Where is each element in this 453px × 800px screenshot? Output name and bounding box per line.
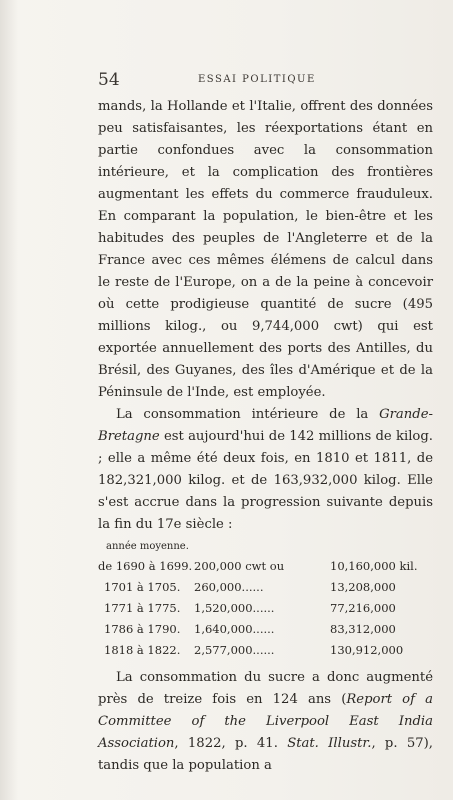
paragraph-3-mid: , 1822, p. 41.: [174, 736, 288, 751]
table-cell-years: de 1690 à 1699.: [98, 559, 193, 573]
table-cell-years: 1786 à 1790.: [104, 622, 181, 636]
sugar-consumption-table: [98, 540, 433, 661]
table-cell-kil: 13,208,000: [330, 580, 396, 594]
table-row: [98, 556, 433, 577]
paragraph-2-end: est aujourd'hui de 142 millions de kilog. ; elle a même été deux fois, en 1810 et 1811, de 182,321,000 kilog. et de 163,932,000 kilog. Elle s'est accrue dans la progression suivante depuis la fin du 17e siècle :: [98, 429, 433, 532]
table-row: [98, 598, 433, 619]
paragraph-1: mands, la Hollande et l'Italie, offrent des données peu satisfaisantes, les réexportations étant en partie confondues avec la consommation intérieure, et la complication des frontières augmentant les effets du commerce frauduleux. En comparant la population, le bien-être et les habitudes des peuples de l'Angleterre et de la France avec ces mêmes élémens de calcul dans le reste de l'Europe, on a de la peine à concevoir où cette prodigieuse quantité de sucre (495 millions kilog., ou 9,744,000 cwt) qui est exportée annuellement des ports des Antilles, du Brésil, des Guyanes, des îles d'Amérique et de la Péninsule de l'Inde, est employée.: [98, 99, 433, 400]
table-row: [98, 577, 433, 598]
page-number: 54: [98, 70, 120, 90]
table-row: [98, 640, 433, 661]
table-cell-cwt: 260,000......: [194, 580, 264, 594]
paragraph-3: [98, 667, 433, 777]
table-cell-cwt: 2,577,000......: [194, 643, 275, 657]
table-cell-kil: 10,160,000 kil.: [330, 559, 418, 573]
table-cell-kil: 130,912,000: [330, 643, 404, 657]
table-cell-years: 1701 à 1705.: [104, 580, 181, 594]
running-head: ESSAI POLITIQUE: [198, 74, 316, 85]
page-header: [98, 70, 428, 90]
table-cell-years: 1771 à 1775.: [104, 601, 181, 615]
page-gutter-shadow: [0, 0, 18, 800]
paragraph-2-start: La consommation intérieure de la: [116, 407, 380, 422]
paragraph-3-end: , p. 57), tandis que la population a: [98, 736, 433, 773]
table-cell-cwt: 1,520,000......: [194, 601, 275, 615]
body-text: [98, 96, 433, 777]
table-caption: année moyenne.: [106, 541, 189, 552]
paragraph-2-italic: Grande-Bretagne: [98, 407, 433, 444]
table-cell-kil: 83,312,000: [330, 622, 396, 636]
paragraph-2: [98, 404, 433, 536]
table-row: [98, 619, 433, 640]
paragraph-3-italic-stat: Stat. Illustr.: [287, 736, 372, 751]
table-cell-years: 1818 à 1822.: [104, 643, 181, 657]
paragraph-3-italic-report: Report of a Committee of the Liverpool East India Association: [98, 692, 433, 751]
table-cell-kil: 77,216,000: [330, 601, 396, 615]
table-cell-cwt: 1,640,000......: [194, 622, 275, 636]
paragraph-3-start: La consommation du sucre a donc augmenté près de treize fois en 124 ans (: [98, 670, 433, 707]
table-cell-cwt: 200,000 cwt ou: [194, 559, 285, 573]
